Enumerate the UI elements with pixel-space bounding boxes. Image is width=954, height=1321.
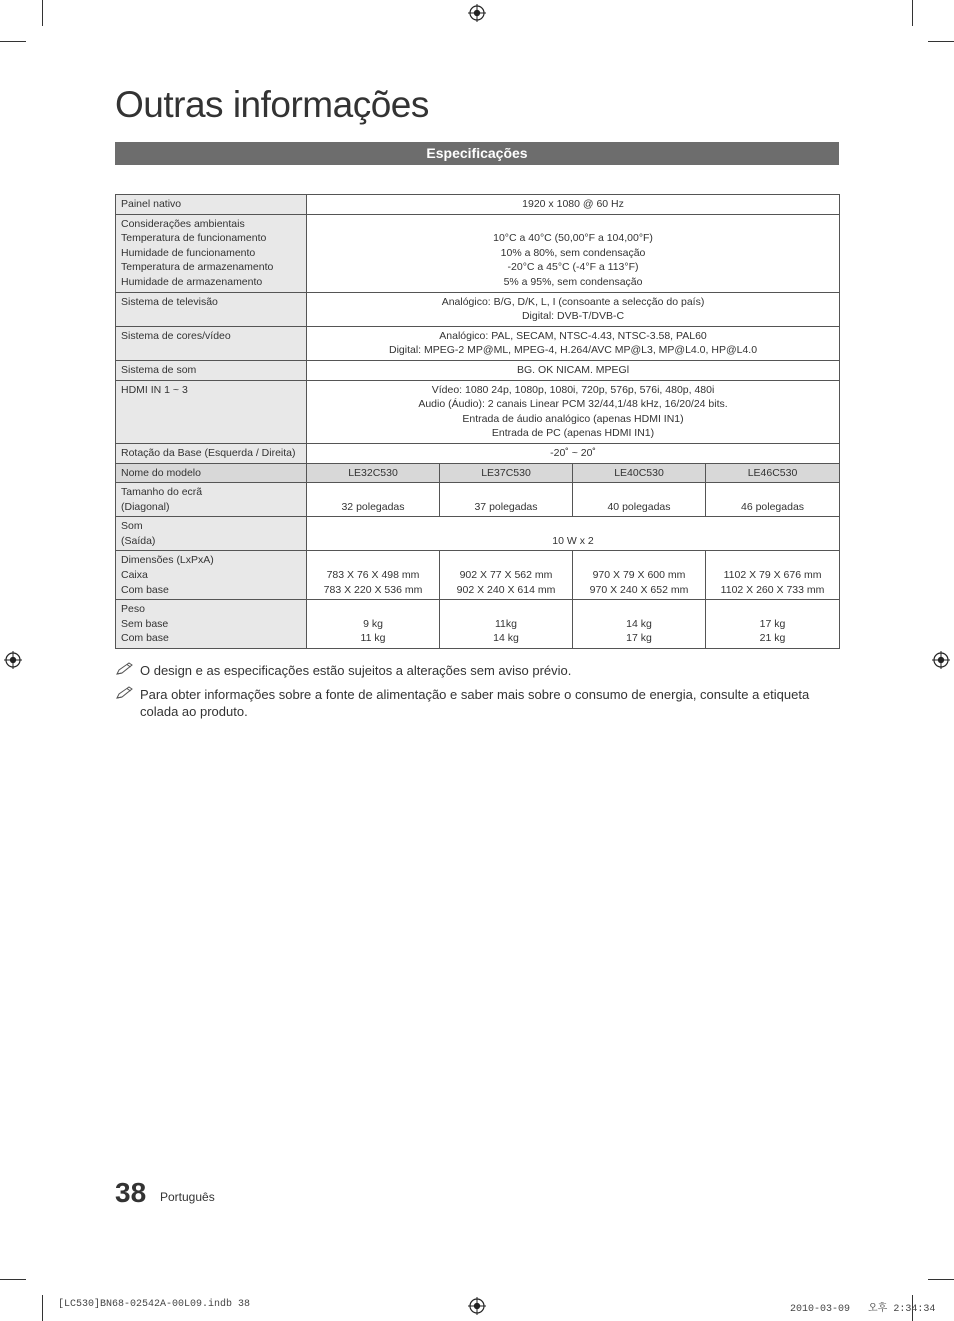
cell-line: Entrada de PC (apenas HDMI IN1) bbox=[491, 427, 655, 440]
table-row bbox=[116, 292, 840, 326]
model-name: LE37C530 bbox=[440, 463, 573, 483]
cell-line: Tamanho do ecrã bbox=[121, 486, 203, 499]
spec-label bbox=[116, 551, 307, 600]
note-text: O design e as especificações estão sujeitos a alterações sem aviso prévio. bbox=[140, 663, 572, 678]
cell-line: Dimensões (LxPxA) bbox=[121, 554, 214, 567]
cell-line: Vídeo: 1080 24p, 1080p, 1080i, 720p, 576p, 576i, 480p, 480i bbox=[431, 383, 715, 396]
registration-mark-icon bbox=[932, 651, 950, 669]
cell-line: Humidade de armazenamento bbox=[121, 275, 263, 288]
table-row bbox=[116, 326, 840, 360]
cell-line: Sistema de som bbox=[121, 363, 197, 376]
cell-line: -20˚ ~ 20˚ bbox=[550, 446, 596, 459]
cell-line: (Saída) bbox=[121, 534, 156, 547]
cell-line: 21 kg bbox=[759, 632, 786, 645]
spec-label bbox=[116, 600, 307, 649]
table-row bbox=[116, 195, 840, 215]
crop-mark bbox=[912, 0, 913, 26]
spec-value bbox=[307, 443, 840, 463]
crop-mark bbox=[928, 1279, 954, 1280]
section-banner: Especificações bbox=[115, 142, 839, 165]
cell-line: 11kg bbox=[495, 617, 517, 630]
spec-label bbox=[116, 443, 307, 463]
cell-line: (Diagonal) bbox=[121, 500, 170, 513]
spec-label bbox=[116, 214, 307, 292]
cell-line: 17 kg bbox=[759, 617, 786, 630]
cell-line: 783 X 220 X 536 mm bbox=[323, 583, 423, 596]
crop-mark bbox=[928, 41, 954, 42]
cell-line: 10°C a 40°C (50,00°F a 104,00°F) bbox=[493, 232, 653, 245]
model-name: LE46C530 bbox=[706, 463, 840, 483]
crop-mark bbox=[0, 41, 26, 42]
cell-line: Entrada de áudio analógico (apenas HDMI IN1) bbox=[462, 412, 684, 425]
spec-value bbox=[307, 380, 840, 443]
cell-line: 783 X 76 X 498 mm bbox=[326, 569, 420, 582]
spec-value bbox=[307, 360, 840, 380]
cell-line: 970 X 79 X 600 mm bbox=[592, 569, 686, 582]
cell-line: 1920 x 1080 @ 60 Hz bbox=[522, 198, 624, 210]
cell-line: 14 kg bbox=[626, 617, 652, 630]
spec-label bbox=[116, 326, 307, 360]
print-slug-file: [LC530]BN68-02542A-00L09.indb 38 bbox=[58, 1299, 251, 1310]
cell-line: 1102 X 260 X 733 mm bbox=[720, 583, 825, 596]
table-row bbox=[116, 360, 840, 380]
crop-mark bbox=[42, 1295, 43, 1321]
spec-label bbox=[116, 517, 307, 551]
spec-value bbox=[440, 600, 573, 649]
cell-line: -20°C a 45°C (-4°F a 113°F) bbox=[507, 261, 639, 274]
cell-line: Rotação da Base (Esquerda / Direita) bbox=[121, 446, 296, 459]
cell-line: Audio (Áudio): 2 canais Linear PCM 32/44,1/48 kHz, 16/20/24 bits. bbox=[418, 398, 728, 411]
spec-value: 46 polegadas bbox=[706, 483, 840, 517]
note-item bbox=[115, 662, 839, 679]
page-number: 38 bbox=[115, 1177, 147, 1208]
spec-value bbox=[307, 292, 840, 326]
cell-line: 970 X 240 X 652 mm bbox=[589, 583, 689, 596]
spec-value bbox=[573, 600, 706, 649]
table-row bbox=[116, 483, 840, 517]
spec-value bbox=[307, 326, 840, 360]
pencil-note-icon bbox=[115, 686, 135, 700]
spec-value: 32 polegadas bbox=[307, 483, 440, 517]
cell-line: HDMI IN 1 ~ 3 bbox=[121, 383, 188, 396]
cell-line: 11 kg bbox=[360, 632, 386, 645]
spec-value bbox=[307, 195, 840, 215]
cell-line: BG. OK NICAM. MPEGl bbox=[517, 363, 630, 376]
cell-line: Considerações ambientais bbox=[121, 217, 245, 230]
cell-line: Painel nativo bbox=[121, 198, 182, 210]
page-language: Português bbox=[160, 1190, 215, 1204]
table-row bbox=[116, 380, 840, 443]
cell-line: Temperatura de armazenamento bbox=[121, 261, 274, 274]
spec-label bbox=[116, 292, 307, 326]
table-row bbox=[116, 551, 840, 600]
cell-line: 17 kg bbox=[626, 632, 652, 645]
registration-mark-icon bbox=[468, 1297, 486, 1315]
cell-line: Com base bbox=[121, 583, 169, 596]
table-row bbox=[116, 443, 840, 463]
cell-line: 902 X 77 X 562 mm bbox=[459, 569, 553, 582]
spec-value: 10 W x 2 bbox=[307, 517, 840, 551]
note-text: Para obter informações sobre a fonte de alimentação e saber mais sobre o consumo de energia, consulte a etiqueta colada ao produto. bbox=[140, 687, 810, 719]
table-row bbox=[116, 214, 840, 292]
table-row-models bbox=[116, 463, 840, 483]
notes bbox=[115, 662, 839, 727]
spec-value bbox=[706, 551, 840, 600]
print-slug-date: 2010-03-09 오후 2:34:34 bbox=[790, 1304, 936, 1315]
cell-line: Temperatura de funcionamento bbox=[121, 232, 267, 245]
registration-mark-icon bbox=[4, 651, 22, 669]
cell-line: Sem base bbox=[121, 617, 169, 630]
note-item bbox=[115, 686, 839, 720]
cell-line: Sistema de cores/vídeo bbox=[121, 329, 231, 342]
cell-line: 14 kg bbox=[493, 632, 519, 645]
cell-line: 10% a 80%, sem condensação bbox=[500, 246, 646, 259]
spec-value bbox=[307, 214, 840, 292]
registration-mark-icon bbox=[468, 4, 486, 22]
spec-label bbox=[116, 195, 307, 215]
cell-line: Som bbox=[121, 520, 143, 533]
cell-line: Digital: MPEG-2 MP@ML, MPEG-4, H.264/AVC MP@L3, MP@L4.0, HP@L4.0 bbox=[388, 344, 758, 357]
cell-line: 902 X 240 X 614 mm bbox=[456, 583, 556, 596]
spec-label: Nome do modelo bbox=[116, 463, 307, 483]
crop-mark bbox=[42, 0, 43, 26]
spec-value bbox=[307, 600, 440, 649]
cell-line: Analógico: PAL, SECAM, NTSC-4.43, NTSC-3.58, PAL60 bbox=[439, 329, 707, 342]
cell-line: Sistema de televisão bbox=[121, 295, 218, 308]
cell-line: Humidade de funcionamento bbox=[121, 246, 256, 259]
spec-label bbox=[116, 380, 307, 443]
cell-line: Com base bbox=[121, 632, 169, 645]
spec-value bbox=[307, 551, 440, 600]
cell-line: Analógico: B/G, D/K, L, I (consoante a selecção do país) bbox=[441, 295, 705, 308]
spec-label bbox=[116, 483, 307, 517]
spec-value: 40 polegadas bbox=[573, 483, 706, 517]
spec-table bbox=[115, 194, 840, 649]
spec-value: 37 polegadas bbox=[440, 483, 573, 517]
cell-line: Caixa bbox=[121, 569, 148, 582]
spec-value bbox=[706, 600, 840, 649]
cell-line: Peso bbox=[121, 603, 145, 616]
cell-line: 1102 X 79 X 676 mm bbox=[723, 569, 822, 582]
pencil-note-icon bbox=[115, 662, 135, 676]
table-row bbox=[116, 517, 840, 551]
spec-value bbox=[573, 551, 706, 600]
spec-value bbox=[440, 551, 573, 600]
spec-label bbox=[116, 360, 307, 380]
table-row bbox=[116, 600, 840, 649]
model-name: LE32C530 bbox=[307, 463, 440, 483]
crop-mark bbox=[0, 1279, 26, 1280]
cell-line: 9 kg bbox=[363, 617, 383, 630]
cell-line: 5% a 95%, sem condensação bbox=[503, 275, 643, 288]
model-name: LE40C530 bbox=[573, 463, 706, 483]
page-title: Outras informações bbox=[115, 84, 429, 125]
cell-line: Digital: DVB-T/DVB-C bbox=[521, 310, 625, 323]
